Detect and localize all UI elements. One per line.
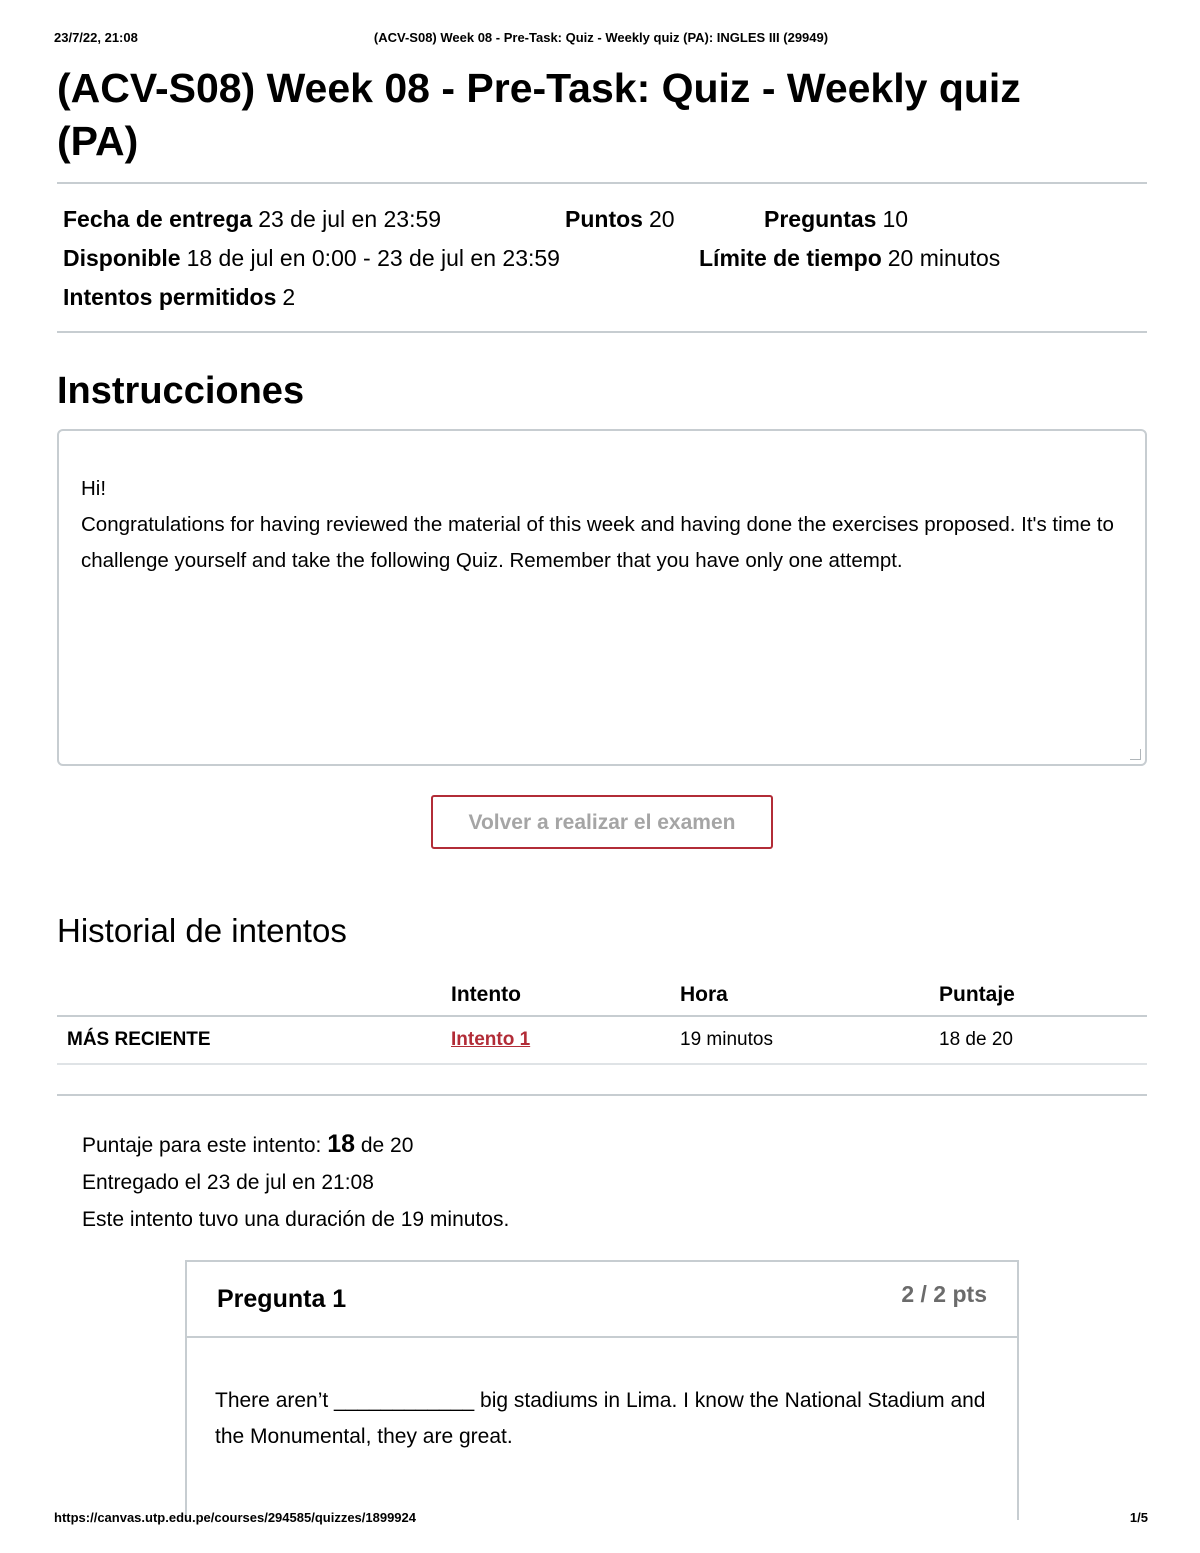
questions-label: Preguntas [764,206,877,232]
details-row-3 [63,278,1147,317]
attempt-history-heading: Historial de intentos [57,912,347,949]
score-suffix: de 20 [360,1134,414,1157]
question-1-card [185,1260,1019,1520]
questions-count [764,200,908,239]
print-footer [54,1510,1148,1530]
table-row [57,1016,1147,1064]
points-value: 20 [648,206,675,232]
points-label: Puntos [565,206,643,232]
time-limit-value: 20 minutos [887,245,1001,271]
divider [57,331,1147,333]
details-row-2 [63,239,1147,278]
attempt-history-table [57,975,1147,1065]
available-label: Disponible [63,245,181,271]
attempt-summary [57,1096,1147,1238]
table-header-row [57,975,1147,1016]
column-header-attempt: Intento [451,975,680,1016]
time-limit-label: Límite de tiempo [699,245,882,271]
attempt-score: 18 de 20 [939,1016,1147,1064]
page-number: 1/5 [1129,1510,1148,1525]
question-header [187,1262,1017,1338]
submitted-line: Entregado el 23 de jul en 21:08 [82,1171,374,1194]
due-date-value: 23 de jul en 23:59 [258,206,442,232]
due-date [63,200,441,239]
due-date-label: Fecha de entrega [63,206,253,232]
instructions-body: Congratulations for having reviewed the material of this week and having done the exercises proposed. It's time to challenge yourself and take the following Quiz. Remember that you have only one attempt. [81,513,1114,572]
retake-container [57,795,1147,849]
resize-handle-icon[interactable] [1130,749,1141,760]
most-recent-label: MÁS RECIENTE [57,1016,451,1064]
print-date: 23/7/22, 21:08 [54,30,138,45]
quiz-content [57,62,1147,1448]
allowed-attempts [63,278,295,317]
score-prefix: Puntaje para este intento: [82,1134,322,1157]
time-limit [699,239,1000,278]
print-header [54,30,1148,50]
page-title: (ACV-S08) Week 08 - Pre-Task: Quiz - Weekly quiz (PA) [57,65,1021,164]
details-row-1 [63,200,1147,239]
attempt-time: 19 minutos [680,1016,939,1064]
attempt-1-link[interactable]: Intento 1 [451,1029,531,1050]
column-header-blank [57,975,451,1016]
instructions-greeting: Hi! [81,477,107,500]
attempts-label: Intentos permitidos [63,284,277,310]
available-value: 18 de jul en 0:00 - 23 de jul en 23:59 [186,245,560,271]
print-url: https://canvas.utp.edu.pe/courses/294585/quizzes/1899924 [54,1510,416,1525]
score-value: 18 [327,1130,355,1158]
retake-quiz-button[interactable]: Volver a realizar el examen [431,795,773,849]
column-header-time: Hora [680,975,939,1016]
question-text: There aren’t ____________ big stadiums in Lima. I know the National Stadium and the Monumental, they are great. [215,1389,986,1448]
question-title: Pregunta 1 [217,1285,347,1313]
question-points: 2 / 2 pts [901,1281,987,1307]
column-header-score: Puntaje [939,975,1147,1016]
attempt-cell [451,1016,680,1064]
score-line [82,1126,1147,1164]
duration-line: Este intento tuvo una duración de 19 minutos. [82,1208,510,1231]
questions-value: 10 [882,206,909,232]
print-document-title: (ACV-S08) Week 08 - Pre-Task: Quiz - Weekly quiz (PA): INGLES III (29949) [373,30,829,45]
availability [63,239,560,278]
instructions-box[interactable] [57,429,1147,766]
attempts-value: 2 [282,284,296,310]
quiz-details [57,184,1147,331]
points [565,200,675,239]
instructions-heading: Instrucciones [57,370,305,412]
